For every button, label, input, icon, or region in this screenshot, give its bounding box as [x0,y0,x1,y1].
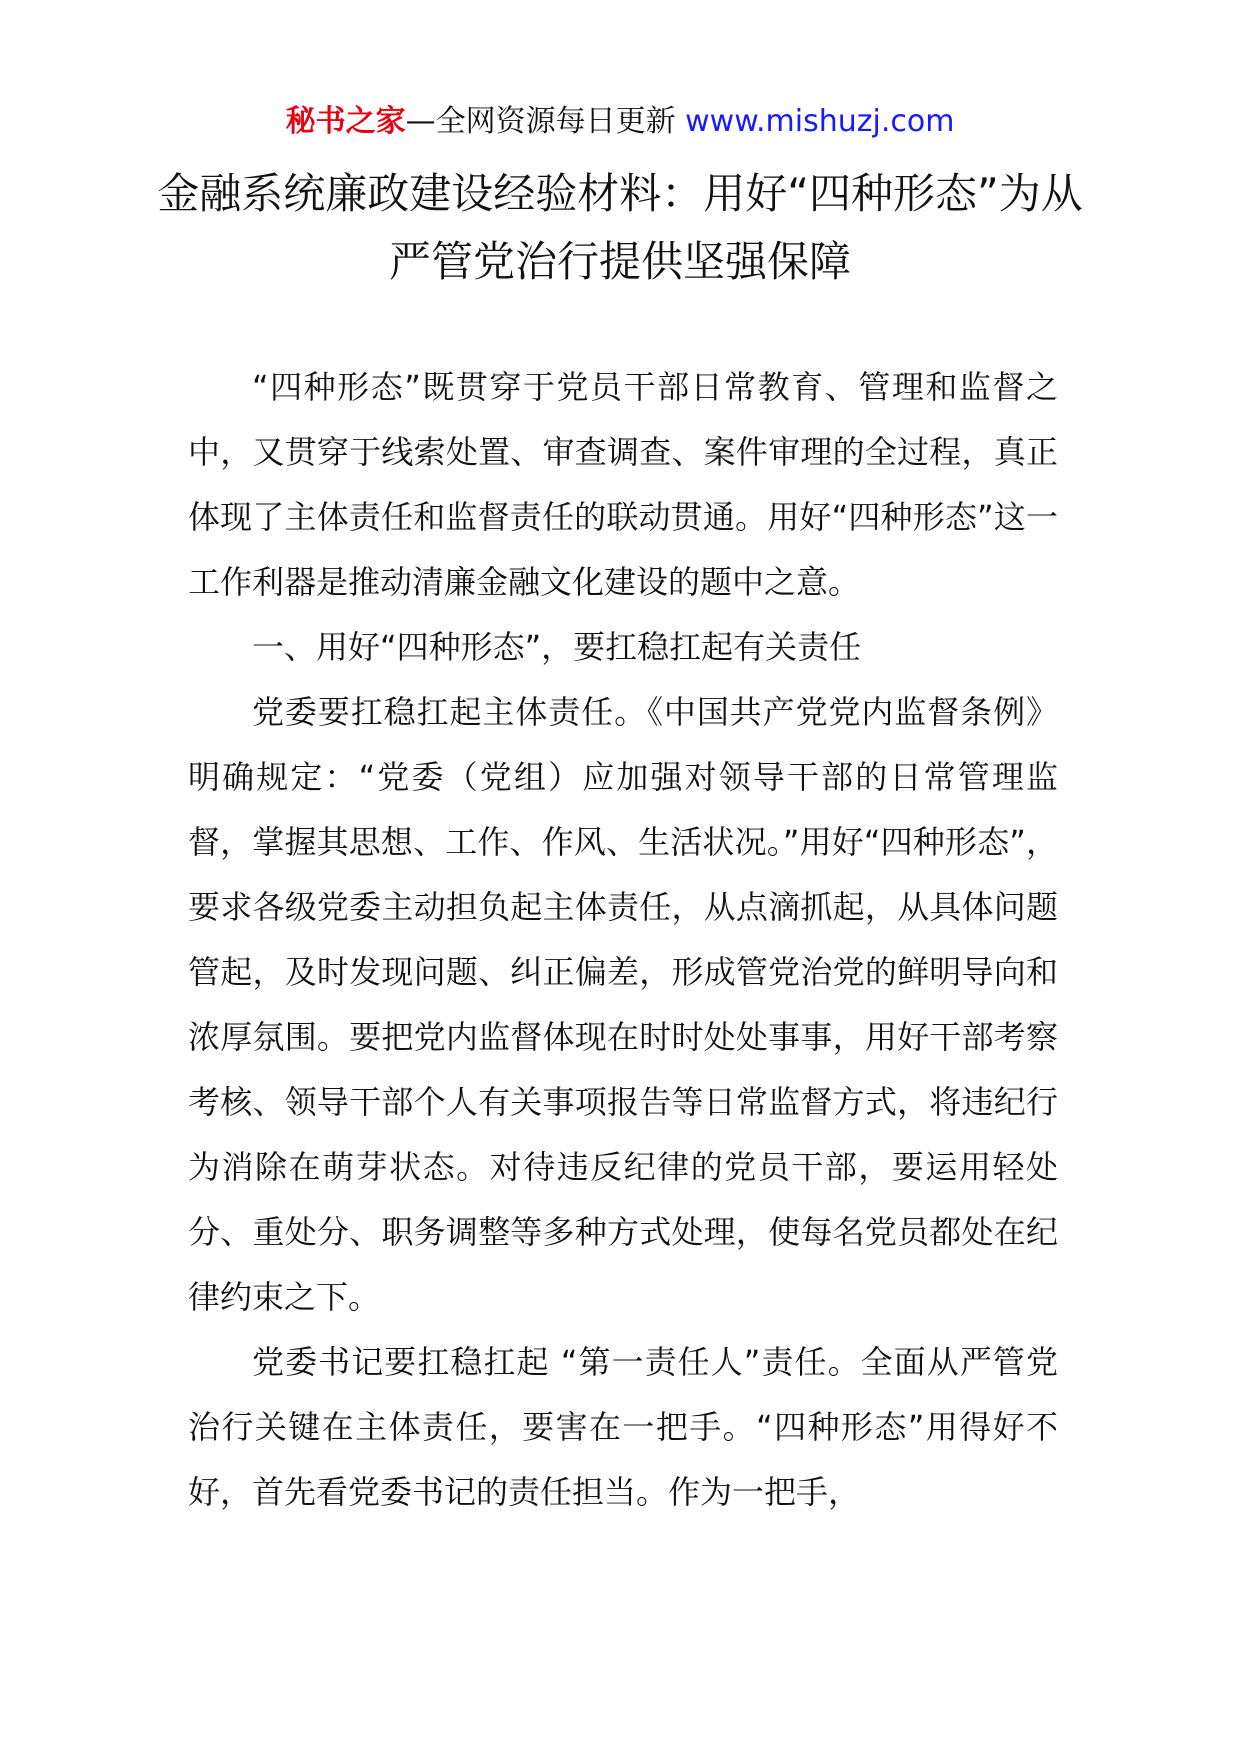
site-url-link[interactable]: www.mishuzj.com [685,104,955,139]
document-body [188,355,1058,1525]
paragraph-party-committee: 党委要扛稳扛起主体责任。《中国共产党党内监督条例》明确规定：“党委（党组）应加强对领导干部的日常管理监督，掌握其思想、工作、作风、生活状况。”用好“四种形态”，要求各级党委主动担负起主体责任，从点滴抓起，从具体问题管起，及时发现问题、纠正偏差，形成管党治党的鲜明导向和浓厚氛围。要把党内监督体现在时时处处事事，用好干部考察考核、领导干部个人有关事项报告等日常监督方式，将违纪行为消除在萌芽状态。对待违反纪律的党员干部，要运用轻处分、重处分、职务调整等多种方式处理，使每名党员都处在纪律约束之下。 [188,693,1058,1316]
paragraph-party-secretary: 党委书记要扛稳扛起 “第一责任人”责任。全面从严管党治行关键在主体责任，要害在一把手。“四种形态”用得好不好，首先看党委书记的责任担当。作为一把手， [188,1343,1058,1511]
section-heading: 一、用好“四种形态”，要扛稳扛起有关责任 [252,628,862,666]
site-header [0,100,1240,144]
header-tagline: —全网资源每日更新 [405,104,676,139]
paragraph-intro: “四种形态”既贯穿于党员干部日常教育、管理和监督之中，又贯穿于线索处置、审查调查、案件审理的全过程，真正体现了主体责任和监督责任的联动贯通。用好“四种形态”这一工作利器是推动清廉金融文化建设的题中之意。 [188,368,1058,601]
document-title: 金融系统廉政建设经验材料：用好“四种形态”为从严管党治行提供坚强保障 [157,169,1083,286]
brand-name: 秘书之家 [285,104,406,139]
